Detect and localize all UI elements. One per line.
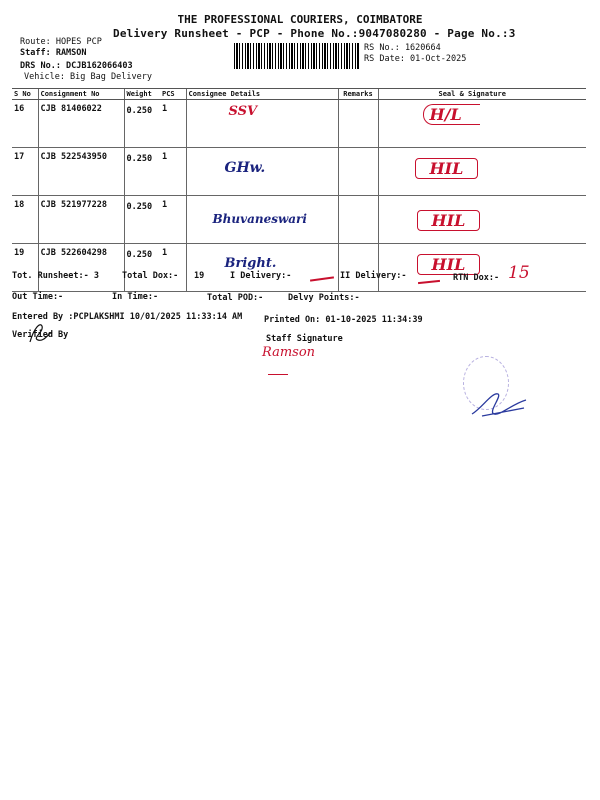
verified-by-label: Verified By xyxy=(12,330,69,340)
col-header-sno: S No xyxy=(12,89,38,100)
rs-number: RS No.: 1620664 xyxy=(364,43,441,53)
seal-signature: H/L xyxy=(423,104,480,125)
cell-consignment: CJB 522543950 xyxy=(38,148,124,196)
in-time-label: In Time:- xyxy=(112,292,159,302)
delvy-points-label: Delvy Points:- xyxy=(288,293,360,303)
staff-signature-label: Staff Signature xyxy=(266,334,343,344)
consignee-signature: SSV xyxy=(228,104,258,119)
total-dox-label: Total Dox:- xyxy=(122,271,179,281)
col-header-seal: Seal & Signature xyxy=(378,89,586,100)
cell-weight: 0.250 xyxy=(124,148,160,196)
staff-sign: Ramson xyxy=(262,345,316,360)
vehicle-label: Vehicle: Big Bag Delivery xyxy=(24,72,152,82)
rtn-dox-value: 15 xyxy=(508,263,530,283)
cell-pcs: 1 xyxy=(160,244,186,292)
total-pod-label: Total POD:- xyxy=(207,293,264,303)
table-row xyxy=(12,196,586,244)
route-label: Route: HOPES PCP xyxy=(20,37,102,47)
ii-delivery-label: II Delivery:- xyxy=(340,271,407,281)
barcode-image xyxy=(234,43,360,69)
col-header-weight: Weight xyxy=(124,89,160,100)
staff-sign-underline xyxy=(268,374,288,375)
company-title: THE PROFESSIONAL COURIERS, COIMBATORE xyxy=(177,13,423,26)
consignee-signature: Bhuvaneswari xyxy=(212,212,307,226)
col-header-consignee: Consignee Details xyxy=(186,89,338,100)
col-header-consignment: Consignment No xyxy=(38,89,124,100)
cell-sno: 19 xyxy=(12,244,38,292)
cell-consignment: CJB 81406022 xyxy=(38,100,124,148)
staff-label: Staff: RAMSON xyxy=(20,48,87,58)
rs-date: RS Date: 01-Oct-2025 xyxy=(364,54,467,64)
table-row xyxy=(12,148,586,196)
col-header-remarks: Remarks xyxy=(338,89,378,100)
cell-consignment: CJB 522604298 xyxy=(38,244,124,292)
rtn-dox-label: RTN Dox:- xyxy=(453,273,500,283)
cell-consignment: CJB 521977228 xyxy=(38,196,124,244)
cell-pcs: 1 xyxy=(160,148,186,196)
out-time-label: Out Time:- xyxy=(12,292,64,302)
seal-signature: HIL xyxy=(417,254,481,275)
cell-pcs: 1 xyxy=(160,196,186,244)
printed-on: Printed On: 01-10-2025 11:34:39 xyxy=(264,315,423,325)
cell-pcs: 1 xyxy=(160,100,186,148)
table-header-row xyxy=(12,89,586,100)
cell-weight: 0.250 xyxy=(124,100,160,148)
col-header-pcs: PCS xyxy=(160,89,186,100)
cell-sno: 17 xyxy=(12,148,38,196)
consignee-signature: Bright. xyxy=(224,256,277,271)
runsheet-table xyxy=(12,88,586,292)
drs-number: DRS No.: DCJB162066403 xyxy=(20,61,133,71)
cell-weight: 0.250 xyxy=(124,244,160,292)
runsheet-subtitle: Delivery Runsheet - PCP - Phone No.:9047080280 - Page No.:3 xyxy=(113,27,516,40)
tot-runsheet: Tot. Runsheet:- 3 xyxy=(12,271,99,281)
entered-by: Entered By :PCPLAKSHMI 10/01/2025 11:33:14 AM xyxy=(12,312,243,322)
total-dox-value: 19 xyxy=(194,271,205,281)
cell-sno: 16 xyxy=(12,100,38,148)
blue-signature xyxy=(468,386,530,420)
consignee-signature: GHw. xyxy=(224,160,266,176)
seal-signature: HIL xyxy=(417,210,481,231)
table-row xyxy=(12,244,586,292)
table-row xyxy=(12,100,586,148)
seal-signature: HIL xyxy=(415,158,479,179)
i-delivery-label: I Delivery:- xyxy=(230,271,292,281)
verified-signature xyxy=(24,320,54,346)
cell-sno: 18 xyxy=(12,196,38,244)
cell-weight: 0.250 xyxy=(124,196,160,244)
